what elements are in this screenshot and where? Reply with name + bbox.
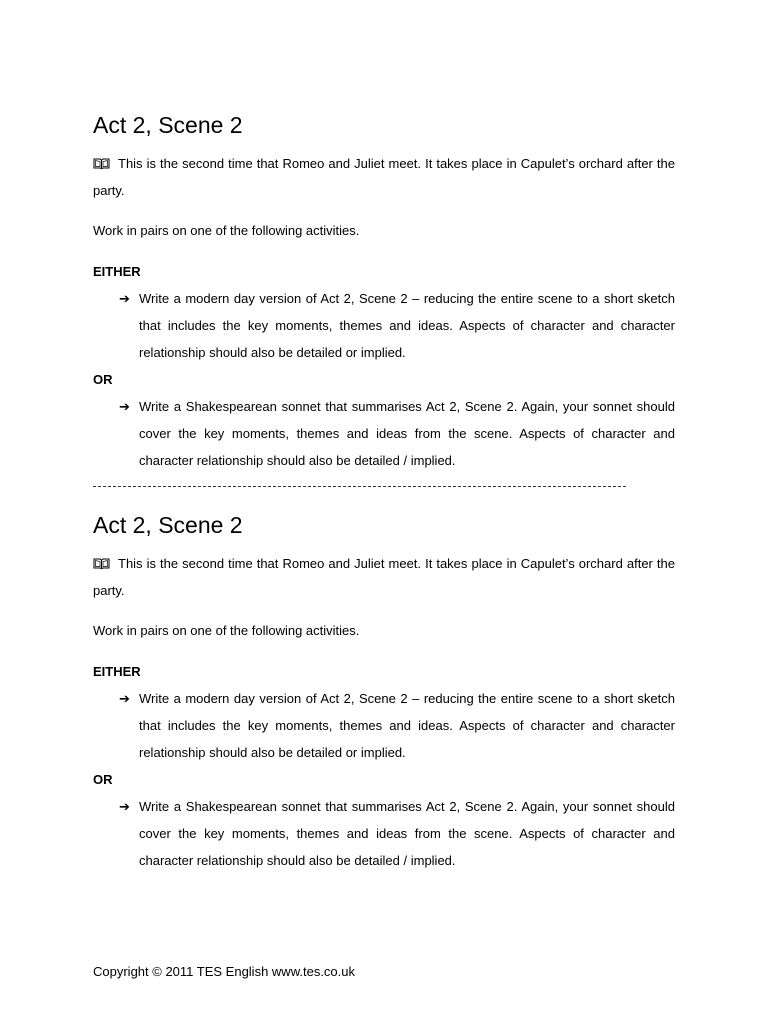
section-title: Act 2, Scene 2	[93, 512, 243, 538]
cut-line-divider	[93, 486, 626, 487]
intro-paragraph	[93, 550, 675, 604]
either-activity-text: Write a modern day version of Act 2, Scene 2 – reducing the entire scene to a short sketch that includes the key moments, themes and ideas. Aspects of character and character relationship should also be detailed or implied.	[139, 291, 675, 360]
either-activity	[119, 285, 675, 366]
instruction-text: Work in pairs on one of the following activities.	[93, 623, 360, 638]
section-title: Act 2, Scene 2	[93, 112, 243, 138]
either-label: EITHER	[93, 664, 141, 679]
or-activity-text: Write a Shakespearean sonnet that summarises Act 2, Scene 2. Again, your sonnet should cover the key moments, themes and ideas from the scene. Aspects of character and character relationship should also be detailed / implied.	[139, 399, 675, 468]
copyright-footer: Copyright © 2011 TES English www.tes.co.uk	[93, 964, 355, 979]
activity-section-2	[93, 508, 675, 874]
arrow-right-icon: ➔	[119, 691, 130, 706]
instruction-text: Work in pairs on one of the following activities.	[93, 223, 360, 238]
book-icon	[93, 557, 110, 569]
or-activity	[119, 793, 675, 874]
intro-paragraph	[93, 150, 675, 204]
intro-text: This is the second time that Romeo and Juliet meet. It takes place in Capulet’s orchard after the party.	[93, 156, 675, 198]
either-activity	[119, 685, 675, 766]
arrow-right-icon: ➔	[119, 291, 130, 306]
or-label: OR	[93, 772, 113, 787]
activity-section-1	[93, 108, 675, 474]
arrow-right-icon: ➔	[119, 399, 130, 414]
either-label: EITHER	[93, 264, 141, 279]
arrow-right-icon: ➔	[119, 799, 130, 814]
or-label: OR	[93, 372, 113, 387]
book-icon	[93, 157, 110, 169]
intro-text: This is the second time that Romeo and Juliet meet. It takes place in Capulet’s orchard after the party.	[93, 556, 675, 598]
or-activity	[119, 393, 675, 474]
either-activity-text: Write a modern day version of Act 2, Scene 2 – reducing the entire scene to a short sketch that includes the key moments, themes and ideas. Aspects of character and character relationship should also be detailed or implied.	[139, 691, 675, 760]
or-activity-text: Write a Shakespearean sonnet that summarises Act 2, Scene 2. Again, your sonnet should cover the key moments, themes and ideas from the scene. Aspects of character and character relationship should also be detailed / implied.	[139, 799, 675, 868]
